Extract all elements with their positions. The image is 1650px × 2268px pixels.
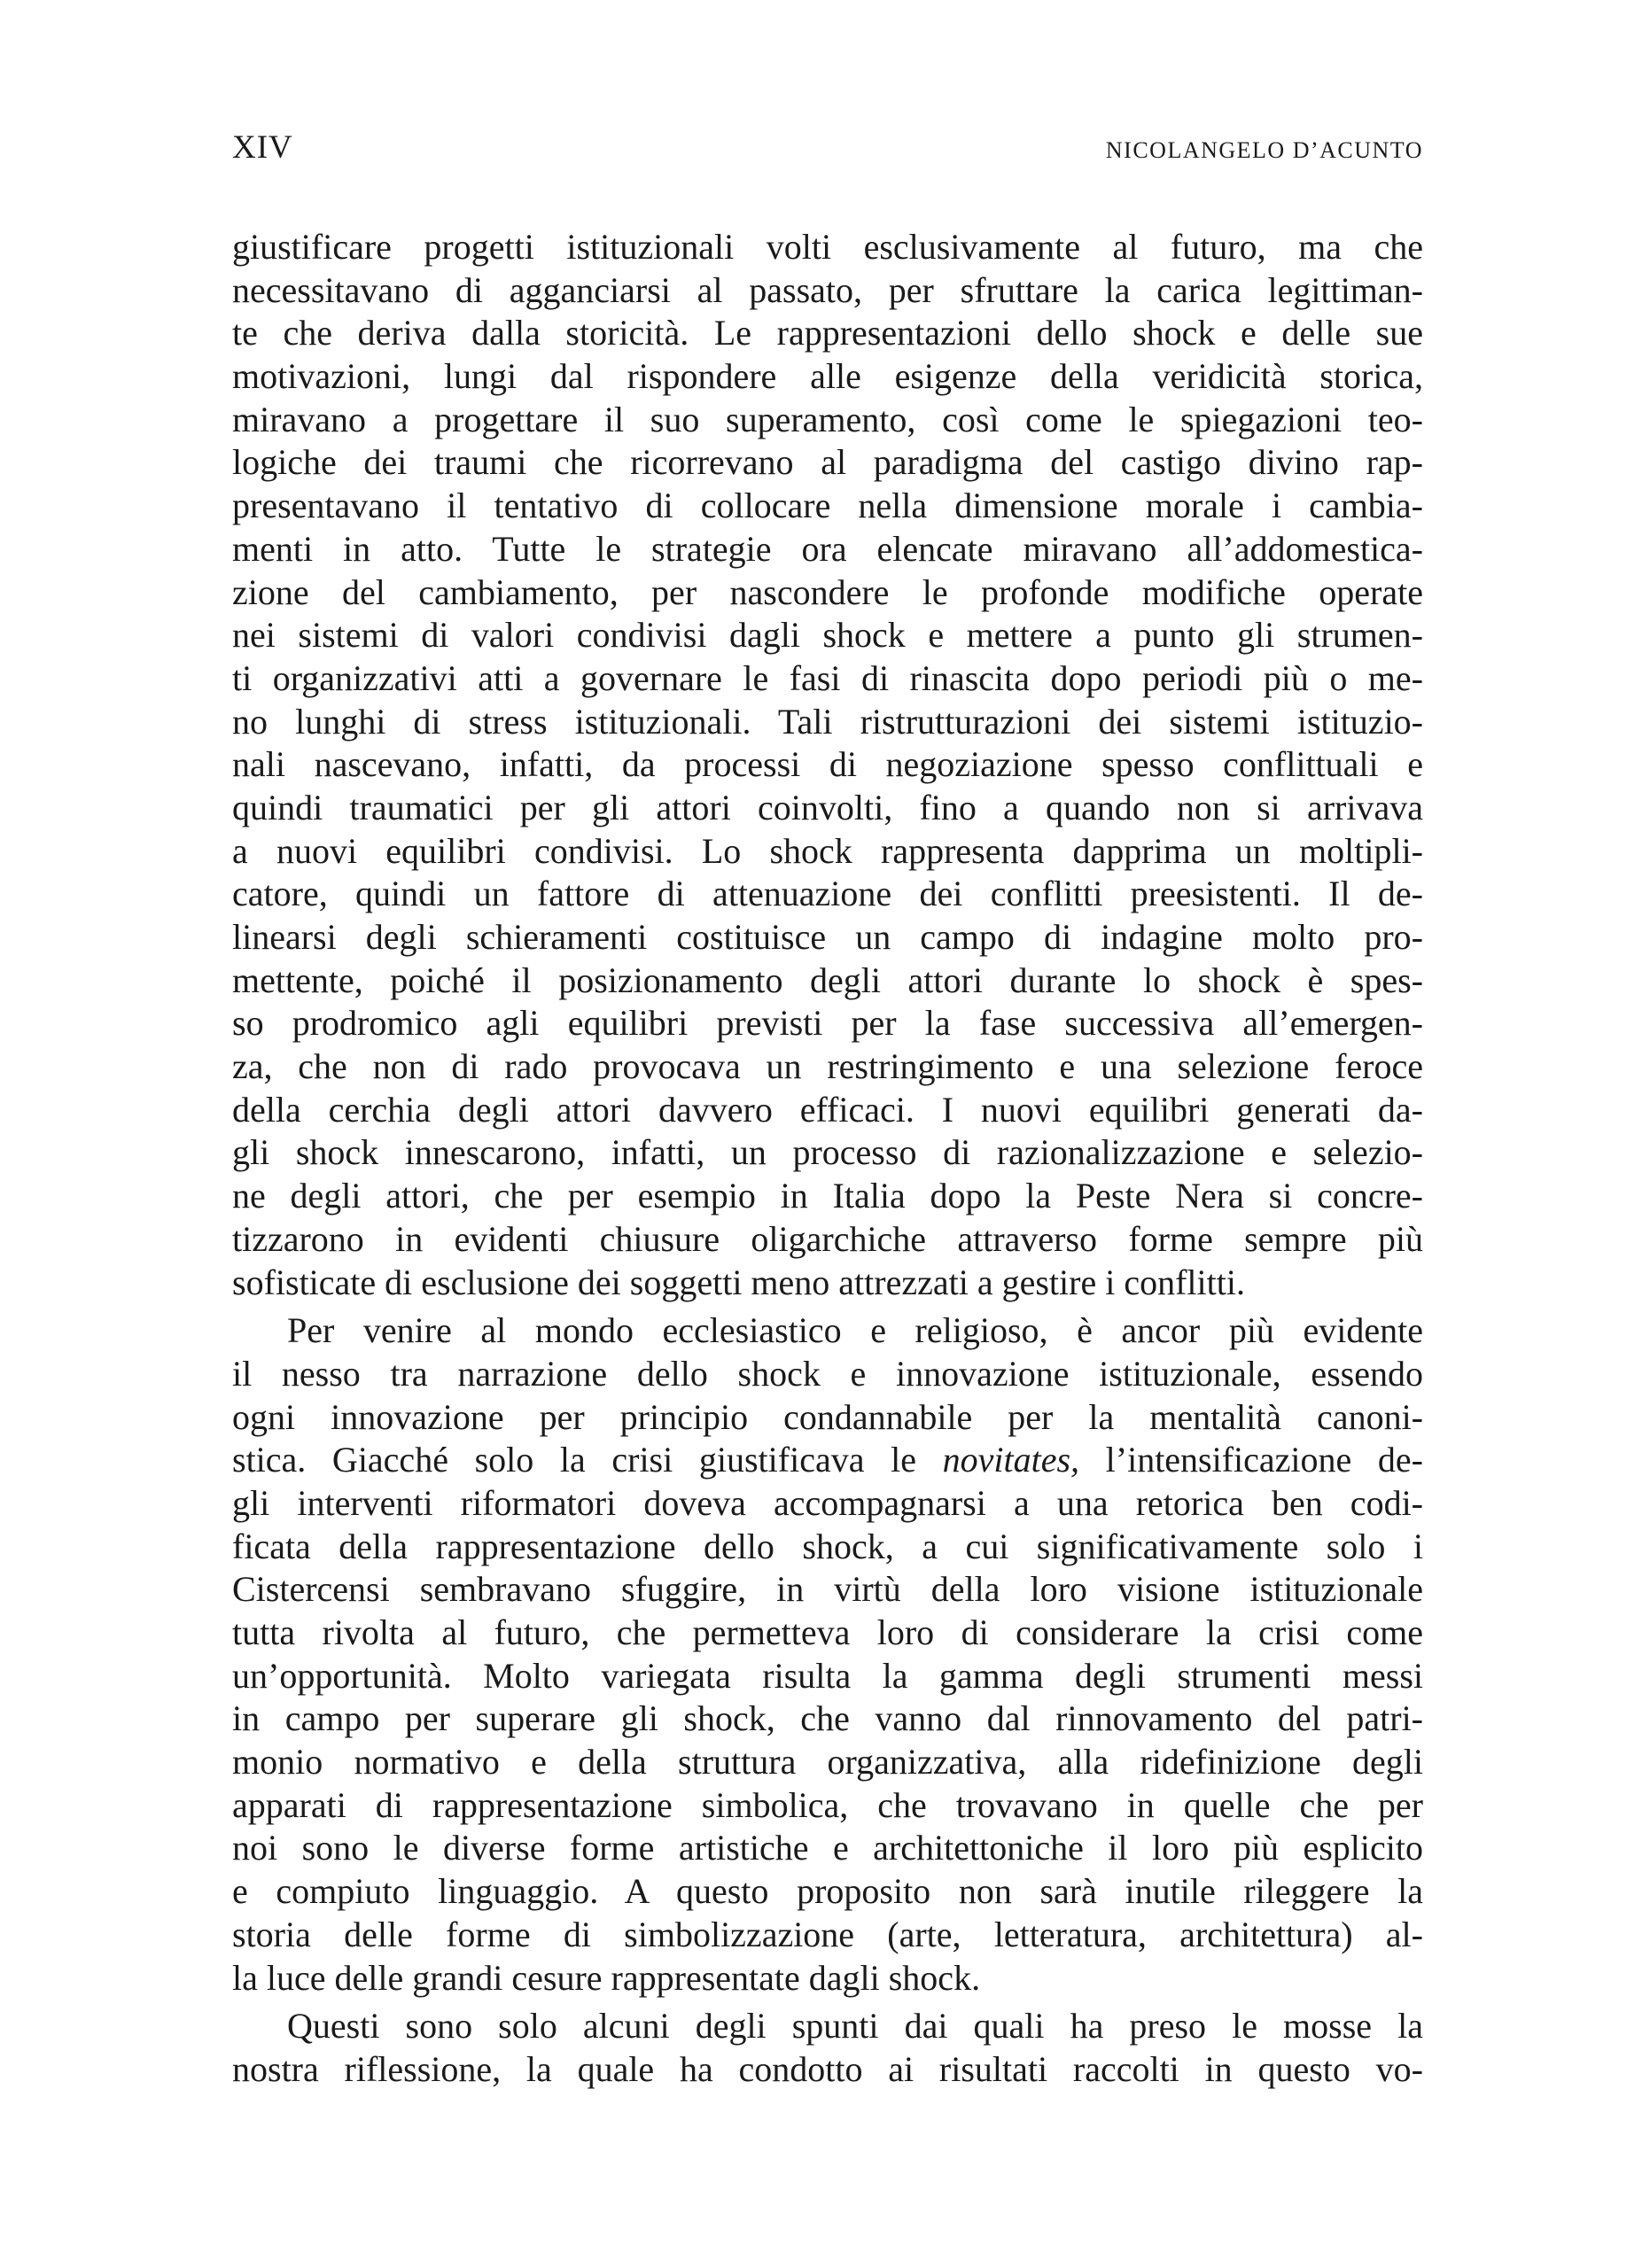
text-line: gli interventi riformatori doveva accompagnarsi a una retorica ben codi- — [232, 1482, 1423, 1523]
running-head — [232, 128, 1423, 173]
paragraph-3 — [232, 2005, 1423, 2091]
text-line: sofisticate di esclusione dei soggetti meno attrezzati a gestire i conflitti. — [232, 1262, 1245, 1302]
text-line: linearsi degli schieramenti costituisce un campo di indagine molto pro- — [232, 917, 1423, 957]
text-line: presentavano il tentativo di collocare nella dimensione morale i cambia- — [232, 485, 1423, 526]
text-line: Cistercensi sembravano sfuggire, in virtù della loro visione istituzionale — [232, 1569, 1423, 1610]
text-line: so prodromico agli equilibri previsti per la fase successiva all’emergen- — [232, 1003, 1423, 1044]
text-line: quindi traumatici per gli attori coinvolti, fino a quando non si arrivava — [232, 787, 1423, 827]
text-line: un’opportunità. Molto variegata risulta la gamma degli strumenti messi — [232, 1655, 1423, 1696]
text-line: della cerchia degli attori davvero efficaci. I nuovi equilibri generati da- — [232, 1089, 1423, 1130]
text-line: logiche dei traumi che ricorrevano al paradigma del castigo divino rap- — [232, 442, 1423, 483]
text-line: necessitavano di agganciarsi al passato, per sfruttare la carica legittiman- — [232, 269, 1423, 310]
paragraph-2 — [232, 1309, 1423, 2000]
text-line: giustificare progetti istituzionali volti esclusivamente al futuro, ma che — [232, 227, 1423, 267]
text-line: monio normativo e della struttura organizzativa, alla ridefinizione degli — [232, 1742, 1423, 1783]
italic-word: novitates, — [942, 1440, 1080, 1480]
running-head-author: NICOLANGELO D’ACUNTO — [1105, 137, 1423, 163]
text-line: e compiuto linguaggio. A questo proposito non sarà inutile rileggere la — [232, 1871, 1423, 1912]
page-number: XIV — [232, 129, 293, 166]
text-line: il nesso tra narrazione dello shock e innovazione istituzionale, essendo — [232, 1353, 1423, 1394]
text-line: tizzarono in evidenti chiusure oligarchiche attraverso forme sempre più — [232, 1218, 1423, 1259]
text-line: nei sistemi di valori condivisi dagli shock e mettere a punto gli strumen- — [232, 615, 1423, 656]
text-line: catore, quindi un fattore di attenuazione dei conflitti preesistenti. Il de- — [232, 874, 1423, 914]
text-line: la luce delle grandi cesure rappresentate dagli shock. — [232, 1957, 981, 1998]
text-line: miravano a progettare il suo superamento, così come le spiegazioni teo- — [232, 399, 1423, 439]
text-line: mettente, poiché il posizionamento degli attori durante lo shock è spes- — [232, 959, 1423, 1000]
body-text — [232, 226, 1423, 2092]
text-line: noi sono le diverse forme artistiche e architettoniche il loro più esplicito — [232, 1828, 1423, 1868]
text-line: za, che non di rado provocava un restringimento e una selezione feroce — [232, 1046, 1423, 1087]
text-line: no lunghi di stress istituzionali. Tali ristrutturazioni dei sistemi istituzio- — [232, 701, 1423, 742]
text-line: a nuovi equilibri condivisi. Lo shock rappresenta dapprima un moltipli- — [232, 830, 1423, 871]
text-line: Questi sono solo alcuni degli spunti dai quali ha preso le mosse la — [287, 2006, 1423, 2047]
text-line: tutta rivolta al futuro, che permetteva loro di considerare la crisi come — [232, 1612, 1423, 1652]
text-line: ti organizzativi atti a governare le fasi di rinascita dopo periodi più o me- — [232, 657, 1423, 698]
text-line: Per venire al mondo ecclesiastico e religioso, è ancor più evidente — [287, 1310, 1423, 1351]
book-page — [232, 128, 1423, 2092]
text-line: storia delle forme di simbolizzazione (arte, letteratura, architettura) al- — [232, 1914, 1423, 1954]
text-line: ogni innovazione per principio condannabile per la mentalità canoni- — [232, 1396, 1423, 1437]
text-line: ne degli attori, che per esempio in Italia dopo la Peste Nera si concre- — [232, 1176, 1423, 1216]
text-line: in campo per superare gli shock, che vanno dal rinnovamento del patri- — [232, 1698, 1423, 1739]
text-segment: stica. Giacché solo la crisi giustificava le — [232, 1440, 943, 1480]
text-line: ficata della rappresentazione dello shock, a cui significativamente solo i — [232, 1526, 1423, 1566]
text-line: motivazioni, lungi dal rispondere alle esigenze della veridicità storica, — [232, 356, 1423, 397]
text-line: nostra riflessione, la quale ha condotto ai risultati raccolti in questo vo- — [232, 2048, 1423, 2089]
paragraph-1 — [232, 226, 1423, 1304]
text-line: zione del cambiamento, per nascondere le profonde modifiche operate — [232, 571, 1423, 612]
text-line: menti in atto. Tutte le strategie ora elencate miravano all’addomestica- — [232, 528, 1423, 569]
text-line: te che deriva dalla storicità. Le rappresentazioni dello shock e delle sue — [232, 313, 1423, 353]
text-line: gli shock innescarono, infatti, un processo di razionalizzazione e selezio- — [232, 1132, 1423, 1173]
text-line: apparati di rappresentazione simbolica, che trovavano in quelle che per — [232, 1784, 1423, 1825]
text-line: nali nascevano, infatti, da processi di negoziazione spesso conflittuali e — [232, 744, 1423, 785]
text-segment: l’intensificazione de- — [1079, 1440, 1423, 1480]
text-line-with-italic — [232, 1439, 1423, 1482]
